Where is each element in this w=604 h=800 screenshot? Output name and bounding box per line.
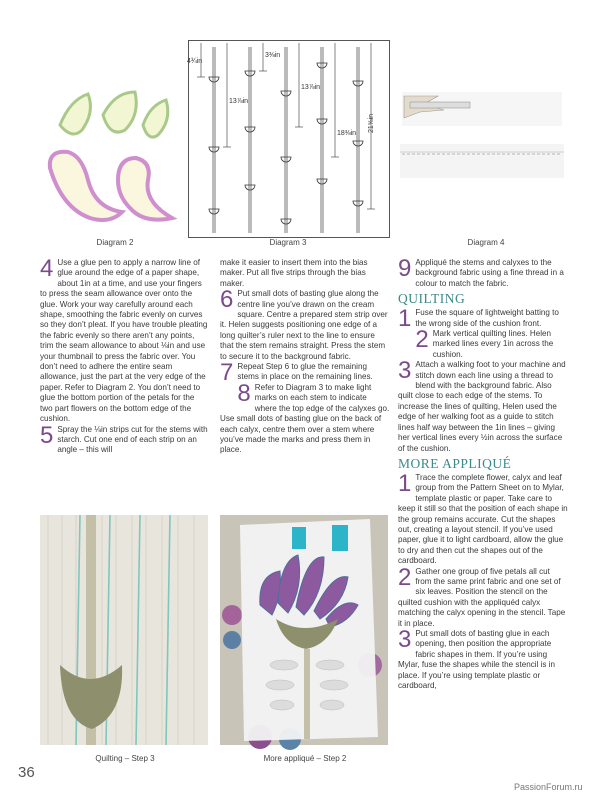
- step-number: 2: [398, 563, 412, 591]
- photo-applique-caption: More appliqué – Step 2: [263, 754, 347, 763]
- step-text: Use a glue pen to apply a narrow line of glue around the edge of a paper shape, about 1in at a time, and use your fingers to press the seam allowance over onto the glue. Work your way carefully around each shape, smoothing the fabric evenly on curves so they don’t pleat. If you have trouble pleating the fabric evenly so there aren’t any points, trim the seam allowance to about ⅛in and use your thumbnail to press the fabric over. You don’t need to adhere the entire seam allowance, just the part at the very edge of the paper. Refer to Diagram 2. You don’t need to glue the bottom portion of the petals for the two part flowers on the bottom edge of the cushion.: [40, 258, 208, 424]
- step-text: Fuse the square of lightweight batting to the wrong side of the cushion front.: [415, 308, 559, 328]
- diagram-4-caption: Diagram 4: [467, 238, 505, 247]
- measure-3: 13⅞in: [229, 98, 249, 105]
- quilting-step-3: [398, 357, 568, 454]
- step-text: Put small dots of basting glue along the centre line you’ve drawn on the cream square. Centre a prepared stem strip over it. Helen suggests positioning one edge of a long quilter’s ruler next to the line to ensure that the stem remains straight. Press the stem to secure it to the background fabric.: [220, 289, 388, 361]
- applique-step-2: [398, 563, 568, 629]
- column-3: [398, 255, 568, 691]
- step-text: Mark vertical quilting lines. Helen marked lines every 1in across the cushion.: [432, 329, 554, 359]
- step-5-continued: make it easier to insert them into the bias maker. Put all five strips through the bias maker.: [220, 258, 368, 288]
- step-number: 5: [40, 421, 54, 449]
- diagram-3: [188, 40, 390, 238]
- step-number: 4: [40, 255, 54, 282]
- step-6: [220, 286, 390, 362]
- applique-step-3: [398, 626, 568, 691]
- page-number: 36: [18, 764, 35, 781]
- step-text: Refer to Diagram 3 to make light marks on each stem to indicate where the top edge of the calyxes go. Use small dots of basting glue on the back of each calyx, centre them over a stem where you’ve made the marks and press them in place.: [220, 382, 390, 455]
- step-text: Spray the ⅛in strips cut for the stems with starch. Cut one end of each strip on an angle – this will: [57, 424, 208, 455]
- step-9: [398, 255, 568, 289]
- applique-step-1: [398, 469, 568, 567]
- step-number: 7: [220, 359, 234, 387]
- column-2: [220, 258, 390, 456]
- step-text: Put small dots of basting glue in each opening, then position the appropriate fabric shapes in them. If you’re using Mylar, fuse the shapes while the stencil is in place. If you’re using template plastic or cardboard,: [398, 629, 556, 691]
- photo-applique-art: [220, 515, 388, 745]
- column-1: [40, 255, 208, 456]
- measure-2: 3⅜in: [265, 52, 281, 59]
- photo-quilting: [40, 515, 208, 745]
- measure-5: 18⅜in: [337, 130, 357, 137]
- step-text: Repeat Step 6 to glue the remaining stems in place on the remaining lines.: [237, 362, 373, 382]
- heading-quilting: QUILTING: [398, 291, 466, 307]
- diagram-3-art: [189, 41, 389, 237]
- step-number: 2: [415, 326, 429, 354]
- step-7: [220, 359, 390, 387]
- diagram-3-caption: Diagram 3: [269, 238, 307, 247]
- step-text: Attach a walking foot to your machine and stitch down each line using a thread to blend with the background fabric. Also quilt close to each edge of the stems. To increase the lines of quilting, Helen used the edge of her walking foot as a guide to stitch lines half way between the 1in lines – giving her vertical lines every ½in across the surface of the cushion.: [398, 360, 566, 453]
- photo-applique: [220, 515, 388, 745]
- watermark: PassionForum.ru: [514, 782, 583, 792]
- photo-quilting-art: [40, 515, 208, 745]
- step-number: 1: [398, 469, 412, 497]
- step-text: Appliqué the stems and calyxes to the background fabric using a fine thread in a colour to match the fabric.: [415, 258, 564, 288]
- photo-quilting-caption: Quilting – Step 3: [95, 754, 155, 763]
- measure-4: 13⅞in: [301, 84, 321, 91]
- step-4: [40, 255, 208, 425]
- step-5: [40, 421, 208, 456]
- step-number: 3: [398, 357, 412, 385]
- step-8: [220, 379, 390, 456]
- step-number: 9: [398, 255, 412, 282]
- step-number: 8: [237, 379, 251, 407]
- step-text: Trace the complete flower, calyx and leaf group from the Pattern Sheet on to Mylar, template plastic or paper. Take care to keep it still so that the position of each shape in the group remains accurate. Cut the shapes out, creating a layout stencil. If you’ve used paper, glue it to light cardboard, allow the glue to dry and then cut the shapes out of the cardboard.: [398, 472, 568, 566]
- measure-1: 4¾in: [187, 58, 203, 65]
- measure-6: 21⅝in: [368, 113, 375, 133]
- step-number: 6: [220, 286, 234, 314]
- diagram-2-caption: Diagram 2: [96, 238, 134, 247]
- quilting-step-2: [398, 326, 568, 360]
- diagram-4: [398, 88, 566, 188]
- heading-more-applique: MORE APPLIQUÉ: [398, 455, 512, 471]
- step-text: Gather one group of five petals all cut from the same print fabric and one set of six leaves. Position the stencil on the quilted cushion with the appliquéd calyx matching the calyx opening in the stencil. Tape it in place.: [398, 566, 566, 628]
- step-number: 1: [398, 305, 412, 333]
- quilting-step-1: [398, 305, 568, 333]
- step-number: 3: [398, 626, 412, 653]
- diagram-2: [40, 90, 180, 235]
